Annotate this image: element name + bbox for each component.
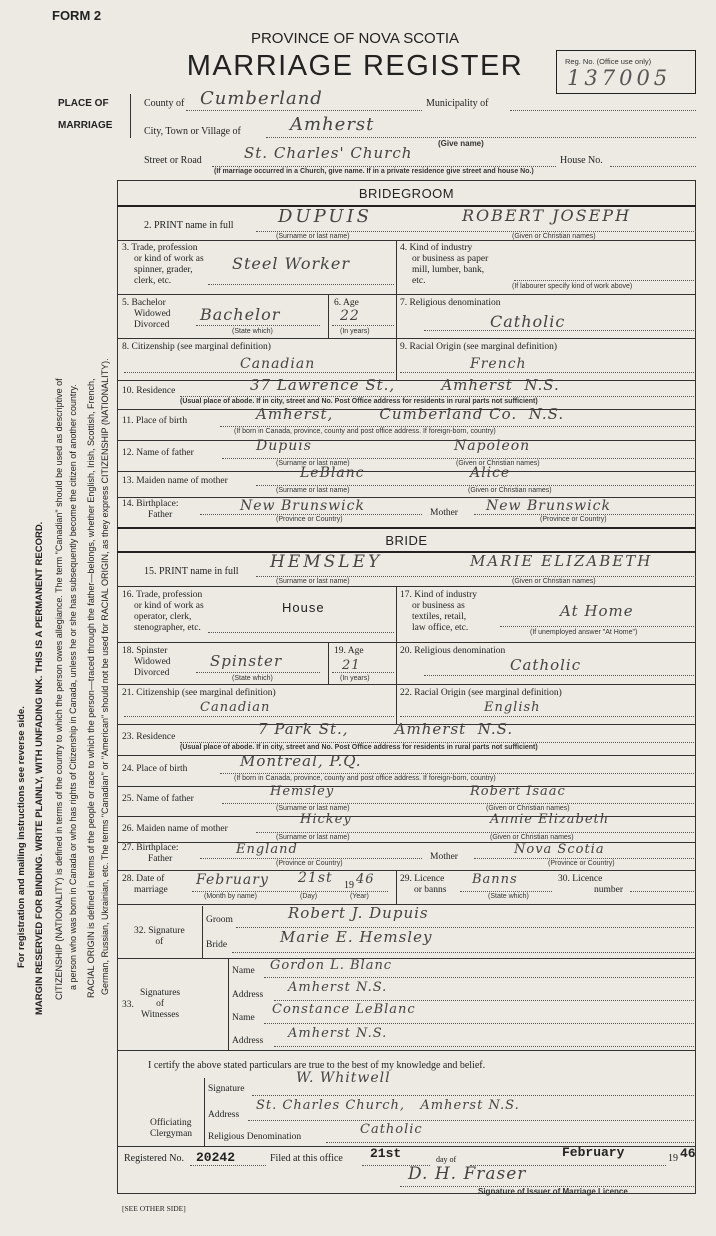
bride-father-birthplace: England: [236, 842, 298, 857]
groom-state-caption: (State which): [232, 328, 273, 335]
house-label: House No.: [560, 155, 603, 166]
bride-father-label: 25. Name of father: [122, 794, 194, 804]
witnesses-label: Signatures of Witnesses: [140, 988, 181, 1020]
bride-section-heading: BRIDE: [385, 533, 428, 548]
province-heading: PROVINCE OF NOVA SCOTIA: [250, 30, 460, 47]
groom-mother-birthplace: New Brunswick: [486, 498, 611, 514]
bride-religion: Catholic: [510, 656, 582, 674]
groom-residence: 37 Lawrence St., Amherst N.S.: [250, 376, 560, 394]
groom-father-surname-caption: (Surname or last name): [276, 460, 350, 467]
groom-mother-given: Alice: [470, 465, 511, 481]
groom-signature-label: Groom: [206, 915, 233, 925]
margin-line-2: MARGIN RESERVED FOR BINDING. WRITE PLAINLY, WITH UNFADING INK. THIS IS A PERMANENT RECORD.: [34, 521, 45, 1015]
clergy-address: St. Charles Church, Amherst N.S.: [256, 1098, 520, 1113]
clergy-signature-label: Signature: [208, 1084, 245, 1094]
reg-number-box: [556, 50, 696, 94]
filed-year: 46: [680, 1146, 696, 1161]
bride-industry-label: 17. Kind of industry or business as textiles, retail, law office, etc.: [400, 590, 478, 633]
groom-father-given: Napoleon: [454, 438, 531, 454]
place-heading-1: PLACE OF: [58, 98, 109, 109]
groom-birth-label: 11. Place of birth: [122, 416, 188, 426]
filed-label: Filed at this office: [270, 1153, 343, 1164]
marriage-month: February: [196, 872, 269, 888]
groom-age: 22: [340, 308, 360, 324]
bride-citizenship-label: 21. Citizenship (see marginal definition): [122, 688, 276, 698]
bride-father-surname-caption: (Surname or last name): [276, 805, 350, 812]
month-caption: (Month by name): [204, 893, 257, 900]
give-name-caption: (Give name): [438, 139, 484, 148]
bride-surname: HEMSLEY: [270, 552, 383, 572]
licence-label: 29. Licence or banns: [400, 874, 447, 895]
groom-mother-label: 13. Maiden name of mother: [122, 476, 228, 486]
groom-residence-caption: (Usual place of abode. If in city, street and No. Post Office address for residents in rural parts not sufficient): [180, 398, 538, 405]
groom-state-label: 5. Bachelor Widowed Divorced: [122, 298, 171, 330]
margin-line-3: CITIZENSHIP (NATIONALITY) is defined in terms of the country to which the person owes allegiance. The term "Canadian" should be used as descriptive of: [54, 378, 64, 1000]
bride-signature-label: Bride: [206, 940, 228, 950]
bride-mother-surname: Hickey: [300, 812, 352, 827]
year-caption: (Year): [350, 893, 369, 900]
bride-mother-given: Annie Elizabeth: [490, 812, 610, 827]
issuer-caption: Signature of Issuer of Marriage Licence: [478, 1187, 628, 1196]
street-value: St. Charles' Church: [244, 144, 413, 162]
bride-religion-label: 20. Religious denomination: [400, 646, 506, 656]
bride-trade-label: 16. Trade, profession or kind of work as operator, clerk, stenographer, etc.: [122, 590, 204, 633]
groom-religion-label: 7. Religious denomination: [400, 298, 501, 308]
witness2-address: Amherst N.S.: [288, 1026, 388, 1041]
groom-name-label: 2. PRINT name in full: [144, 220, 234, 231]
witness2-name: Constance LeBlanc: [272, 1002, 416, 1017]
bride-birth-caption: (If born in Canada, province, county and post office address. If foreign-born, country): [234, 775, 496, 782]
witness1-address-label: Address: [232, 990, 264, 1000]
groom-citizenship: Canadian: [240, 356, 316, 372]
bride-given-caption: (Given or Christian names): [512, 578, 596, 585]
groom-father-birthplace: New Brunswick: [240, 498, 365, 514]
day-caption: (Day): [300, 893, 318, 900]
marriage-year-prefix: 19: [344, 880, 354, 891]
groom-surname-caption: (Surname or last name): [276, 233, 350, 240]
filed-day: 21st: [370, 1146, 402, 1161]
county-label: County of: [144, 98, 185, 109]
groom-mother-surname: LeBlanc: [300, 465, 365, 481]
municipality-label: Municipality of: [426, 98, 489, 109]
margin-line-5: RACIAL ORIGIN is defined in terms of the people or race to which the person—traced through the father—belongs, whether English, Irish, Scottish, French,: [86, 378, 96, 998]
margin-line-4: a person who was born in Canada or who has rights of Citizenship in Canada, unless he or she has subsequently become the citizen of another country.: [68, 384, 78, 990]
clergy-religion-label: Religious Denomination: [208, 1132, 302, 1142]
form-frame: [117, 180, 696, 1194]
groom-birth: Amherst, Cumberland Co. N.S.: [256, 405, 565, 423]
page-title: MARRIAGE REGISTER: [186, 50, 524, 82]
bride-racial: English: [484, 700, 541, 715]
groom-father-bp-caption: (Province or Country): [276, 516, 343, 523]
bride-trade: House: [282, 600, 325, 615]
licence-value: Banns: [472, 872, 518, 887]
bride-age-label: 19. Age: [334, 646, 364, 656]
bride-residence-label: 23. Residence: [122, 732, 176, 742]
bride-state-label: 18. Spinster Widowed Divorced: [122, 646, 171, 678]
clergy-religion: Catholic: [360, 1122, 423, 1137]
clergy-address-label: Address: [208, 1110, 240, 1120]
bride-given: MARIE ELIZABETH: [470, 552, 653, 570]
marriage-date-label: 28. Date of marriage: [122, 874, 168, 895]
registered-number: 20242: [196, 1150, 236, 1165]
groom-trade: Steel Worker: [232, 254, 350, 273]
groom-given-caption: (Given or Christian names): [512, 233, 596, 240]
bride-residence: 7 Park St., Amherst N.S.: [258, 720, 514, 738]
bride-father-given: Robert Isaac: [470, 784, 566, 799]
licence-number-label: 30. Licence number: [558, 874, 624, 895]
witness2-name-label: Name: [232, 1013, 255, 1023]
bride-surname-caption: (Surname or last name): [276, 578, 350, 585]
bride-state-caption: (State which): [232, 675, 273, 682]
marriage-year: 46: [356, 872, 375, 887]
bride-signature: Marie E. Hemsley: [280, 928, 433, 946]
clergy-signature: W. Whitwell: [296, 1070, 391, 1086]
groom-birthplace-label: 14. Birthplace: Father: [122, 499, 179, 520]
certify-statement: I certify the above stated particulars are true to the best of my knowledge and belief.: [148, 1060, 486, 1071]
street-label: Street or Road: [144, 155, 202, 166]
registered-label: Registered No.: [124, 1153, 184, 1164]
bride-mother-given-caption: (Given or Christian names): [490, 834, 574, 841]
groom-section-heading: BRIDEGROOM: [358, 186, 455, 201]
witness2-address-label: Address: [232, 1036, 264, 1046]
filed-year-prefix: 19: [668, 1153, 678, 1164]
bride-mother-birthplace: Nova Scotia: [514, 842, 605, 857]
bride-mother-bp-label: Mother: [430, 852, 458, 862]
filed-month: February: [562, 1145, 625, 1160]
groom-father-surname: Dupuis: [256, 438, 312, 454]
groom-age-label: 6. Age: [334, 298, 359, 308]
groom-mother-given-caption: (Given or Christian names): [468, 487, 552, 494]
county-value: Cumberland: [200, 88, 323, 109]
issuer-signature: D. H. Fraser: [408, 1164, 527, 1184]
groom-trade-label: 3. Trade, profession or kind of work as spinner, grader, clerk, etc.: [122, 243, 204, 286]
groom-state: Bachelor: [200, 305, 281, 324]
groom-surname: DUPUIS: [278, 206, 373, 227]
groom-age-caption: (In years): [340, 328, 370, 335]
bride-industry: At Home: [560, 602, 634, 620]
bride-mother-surname-caption: (Surname or last name): [276, 834, 350, 841]
groom-signature: Robert J. Dupuis: [288, 904, 429, 922]
city-label: City, Town or Village of: [144, 126, 241, 137]
officiating-label: Officiating Clergyman: [150, 1118, 193, 1139]
bride-mother-bp-caption: (Province or Country): [548, 860, 615, 867]
groom-industry-caption: (If labourer specify kind of work above): [512, 283, 633, 290]
day-of-label: day of: [436, 1155, 457, 1164]
licence-caption: (State which): [488, 893, 529, 900]
witness1-address: Amherst N.S.: [288, 980, 388, 995]
place-note: (If marriage occurred in a Church, give name. If in a private residence give street and house No.): [214, 168, 534, 175]
bride-residence-caption: (Usual place of abode. If in city, street and No. Post Office address for residents in rural parts not sufficient): [180, 744, 538, 751]
groom-father-label: 12. Name of father: [122, 448, 194, 458]
bride-father-given-caption: (Given or Christian names): [486, 805, 570, 812]
bride-racial-label: 22. Racial Origin (see marginal definition): [400, 688, 562, 698]
bride-birthplace-label: 27. Birthplace: Father: [122, 843, 179, 864]
witness1-name-label: Name: [232, 966, 255, 976]
see-other-side: [SEE OTHER SIDE]: [122, 1204, 186, 1213]
bride-father-surname: Hemsley: [270, 784, 335, 799]
bride-state: Spinster: [210, 652, 283, 670]
margin-line-1: For registration and mailing instructions see reverse side.: [16, 706, 27, 968]
reg-box-value: 137005: [567, 66, 672, 90]
reg-box-label: Reg. No. (Office use only): [565, 57, 652, 66]
groom-father-given-caption: (Given or Christian names): [456, 460, 540, 467]
bride-birth: Montreal, P.Q.: [240, 752, 362, 770]
bride-industry-caption: (If unemployed answer "At Home"): [530, 629, 638, 636]
bride-birth-label: 24. Place of birth: [122, 764, 188, 774]
bride-citizenship: Canadian: [200, 700, 271, 715]
groom-citizenship-label: 8. Citizenship (see marginal definition): [122, 342, 271, 352]
margin-line-6: German, Russian, Ukrainian, etc. The terms "Canadian" or "American" should not be used for RACIAL ORIGIN, as they express CITIZENSHIP (NATIONALITY).: [100, 358, 110, 995]
groom-religion: Catholic: [490, 312, 566, 331]
groom-mother-bp-label: Mother: [430, 508, 458, 518]
groom-residence-label: 10. Residence: [122, 386, 176, 396]
bride-age-caption: (In years): [340, 675, 370, 682]
signature-label: 32. Signature of: [134, 926, 185, 947]
witness-number: 33.: [122, 1000, 134, 1010]
bride-mother-label: 26. Maiden name of mother: [122, 824, 228, 834]
groom-racial-label: 9. Racial Origin (see marginal definition): [400, 342, 558, 352]
bride-name-label: 15. PRINT name in full: [144, 566, 239, 577]
city-value: Amherst: [290, 114, 375, 135]
bride-age: 21: [342, 658, 361, 673]
groom-given: ROBERT JOSEPH: [462, 206, 632, 225]
bride-father-bp-caption: (Province or Country): [276, 860, 343, 867]
groom-racial: French: [470, 356, 527, 372]
groom-birth-caption: (If born in Canada, province, county and post office address. If foreign-born, country): [234, 428, 496, 435]
place-heading-2: MARRIAGE: [58, 120, 113, 131]
marriage-day: 21st: [298, 870, 333, 886]
groom-mother-surname-caption: (Surname or last name): [276, 487, 350, 494]
witness1-name: Gordon L. Blanc: [270, 958, 393, 973]
groom-mother-bp-caption: (Province or Country): [540, 516, 607, 523]
form-label: FORM 2: [52, 8, 102, 23]
groom-industry-label: 4. Kind of industry or business as paper mill, lumber, bank, etc.: [400, 243, 489, 286]
